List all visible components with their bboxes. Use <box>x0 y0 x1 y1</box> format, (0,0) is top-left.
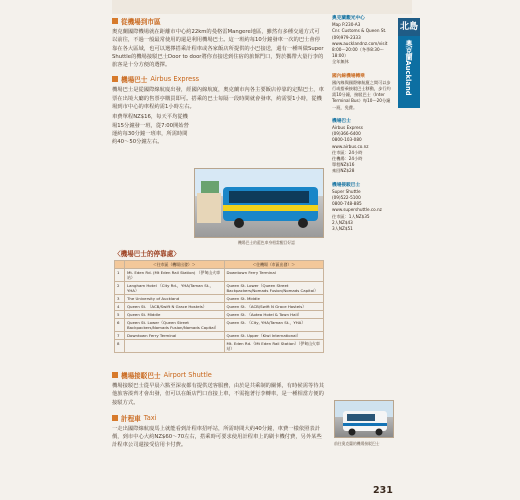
table-row: 4 Queen St. （ACB/Swift N Grace Hostels） Queen St. （ACB/Swift N Grace Hostels） <box>115 303 324 311</box>
paragraph-airbus: 機場巴士是從國際線航廈出發，經國內線航廈，奧克蘭市內各主要飯店停靠的定點巴士，車票在出境大廳的售票亭購買即可。搭乘的巴士每隔一段時間就會發車，約需要1小時，從機場到市中心的車程約需1小時左右。 <box>112 87 324 111</box>
airbus-photo-caption: 機場巴士的藍色車身相當醒目好認 <box>238 240 295 245</box>
sidebar-line: (09)522-5100 <box>332 195 361 201</box>
table-row: 5 Queen St. Middle Queen St. （Aotea Hotel & Town Hall） <box>115 311 324 319</box>
sidebar-line: Cnr. Customs & Queen St. <box>332 28 387 34</box>
sidebar-line: 全年無休 <box>332 59 349 65</box>
sidebar-line: 往市區：1人NZ$35 <box>332 213 370 219</box>
sidebar <box>332 16 394 232</box>
main-column <box>112 16 324 147</box>
shuttle-section <box>112 370 324 450</box>
shuttle-van-illustration <box>335 401 395 439</box>
sidebar-line: 0800-748-885 <box>332 201 362 207</box>
sidebar-line: 往市區：24小時 <box>332 149 363 155</box>
region-tab <box>398 18 420 108</box>
sidebar-line: 2人NZ$43 <box>332 219 353 225</box>
timetable-table <box>114 260 324 353</box>
bullet-square-icon <box>112 18 118 24</box>
bus-illustration <box>195 169 325 239</box>
sidebar-line: www.aucklandnz.com/visit <box>332 40 388 46</box>
sidebar-subtitle-shuttle: Super Shuttle <box>332 188 361 194</box>
airbus-photo <box>194 168 324 238</box>
section-heading-airbus: 機場巴士 Airbus Express <box>112 74 324 84</box>
city-tab-label: 奧克蘭Auckland <box>404 40 412 96</box>
timetable-block <box>114 248 324 353</box>
table-header-to-airport: ＜往機場（市區出發）＞ <box>224 261 324 269</box>
section-heading-taxi: 計程車 Taxi <box>112 413 324 423</box>
timetable-heading: 〈機場巴士的停靠處〉 <box>114 250 180 258</box>
sidebar-line: 往機場：24小時 <box>332 156 363 162</box>
sidebar-line: Map P.230-A3 <box>332 22 361 28</box>
region-tab-label: 北島 <box>398 18 420 36</box>
table-row: 7 Downtown Ferry Terminal Queen St. Upper（Kiwi International） <box>115 332 324 340</box>
paragraph-shuttle: 機場接駁巴士從早晨六點至深夜都有提供送客服務，由於是共乘制的關係，有時候需等待其他旅客湊齊才會出發，但可以在飯店門口直接上車，不需拖著行李轉車，是一種相當方便的接駁方式。 <box>112 383 324 406</box>
sidebar-line: 3人NZ$51 <box>332 226 353 232</box>
sidebar-subtitle-airbus: Airbus Express <box>332 125 363 131</box>
sidebar-title-airbus: 機場巴士 <box>332 118 351 124</box>
table-row: 1 Mt. Eden Rd. (Mt Eden Rail Station) （伊甸山火車站） Downtown Ferry Terminal <box>115 269 324 282</box>
sidebar-line: 8:00～20:00（冬季8:30～18:00） <box>332 47 384 59</box>
page-number: 231 <box>373 485 393 496</box>
section-heading-shuttle: 機場接駁巴士 Airport Shuttle <box>112 370 324 380</box>
table-row: 8 Mt. Eden Rd.（Mt Eden Rail Station）（伊甸山火車站） <box>115 340 324 353</box>
sidebar-line: (09)366-6400 <box>332 131 361 137</box>
table-header-number <box>115 261 125 269</box>
sidebar-line: www.supershuttle.co.nz <box>332 207 382 213</box>
shuttle-photo-caption: 前往奧克蘭的機場接駁巴士 <box>334 441 380 446</box>
sidebar-line: (09)979-2333 <box>332 34 361 40</box>
shuttle-photo <box>334 400 394 438</box>
section-heading-airport: 從機場到市區 <box>112 16 324 26</box>
sidebar-line: 來回NZ$28 <box>332 168 355 174</box>
sidebar-line: www.airbus.co.nz <box>332 143 369 149</box>
paragraph-airbus-side: 車費單程NZ$16，每天平均從機場15分鐘發一班，從7:00開始營運約每30分鐘一班車，所需時間約40～50分鐘左右。 <box>112 114 189 146</box>
bullet-square-icon <box>112 372 118 378</box>
sidebar-title-info: 奧克蘭觀光中心 <box>332 16 365 21</box>
sidebar-title-domestic: 國內線機場轉乘 <box>332 73 365 79</box>
table-header-to-city: ＜往市區（機場出發）＞ <box>125 261 225 269</box>
table-row: 6 Queen St. Lower（Queen Street Backpackers/Nomads Fusion/Nomads Capital） Queen St. （City, YHA/Taman St.，YHA） <box>115 319 324 332</box>
sidebar-title-shuttle: 機場接駁巴士 <box>332 182 361 188</box>
paragraph-taxi: 一走出國際線航廈馬上就能看到計程車招呼站，所需時間大約40分鐘，車費一樣依照表計價，到市中心大約NZ$60～70左右，搭乘時可要求使用計程車上的刷卡機付費，另外某些計程車公司還接受信用卡付費。 <box>112 425 322 449</box>
sidebar-text-domestic: 國內線與國際線航廈之間可以步行或搭乘接駁巴士移動，步行約需10分鐘，接駁巴士（Inter Terminal Bus）每10～20分鐘一班，免費。 <box>332 79 391 110</box>
table-row: 2 Langham Hotel （City Rd.，YHA/Taman St.，YHA） Queen St. Lower（Queen Street Backpackers/Nomads Fusion/Nomads Capital） <box>115 282 324 295</box>
paragraph-airport: 奧克蘭國際機場就在距離市中心約22km的曼格雷Mangere地區，雖然有多種交通方式可以前往，不過一般最常使用的還是利用機場巴士。這一班約每10分鐘發車一次的巴士會停靠在各大區域，也可以選擇搭乘計程車或各家飯店所提供的小巴接送，還有一種叫做Super Shuttle的機場接駁巴士Door to door將你直接送到住宿的旅館門口，對於攜帶大量行李的旅客是十分方便的選擇。 <box>112 29 324 69</box>
page-top-edge <box>112 0 412 14</box>
table-row: 3 The University of Auckland Queen St. Middle <box>115 295 324 303</box>
bullet-square-icon <box>112 76 118 82</box>
sidebar-line: 0800-103-080 <box>332 137 362 143</box>
bullet-square-icon <box>112 415 118 421</box>
sidebar-line: 單程NZ$16 <box>332 162 355 168</box>
